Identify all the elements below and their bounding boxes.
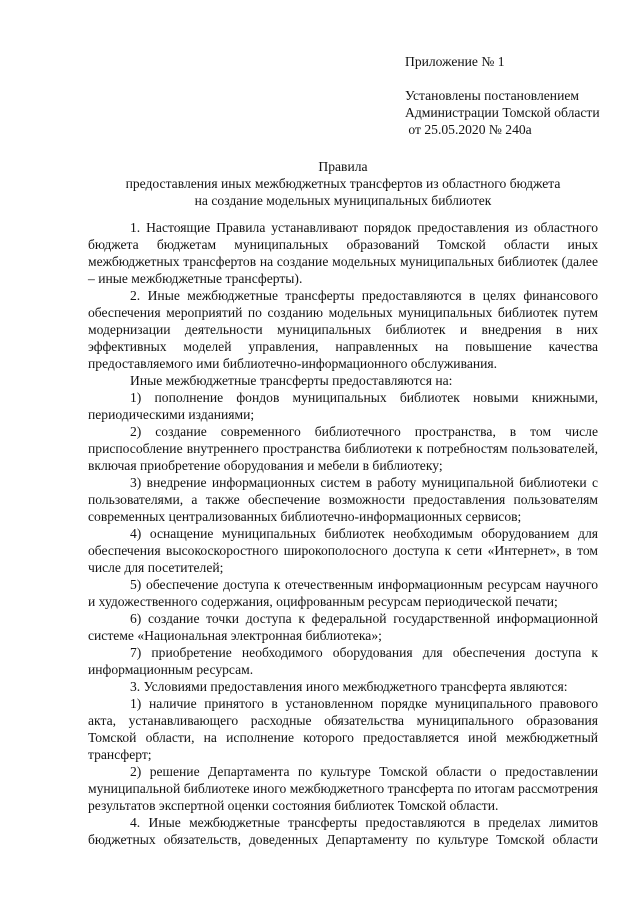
appendix-number: Приложение № 1 — [405, 54, 505, 69]
list-item-1: 1) пополнение фондов муниципальных библиотек новыми книжными, периодическими изданиями; — [88, 390, 598, 422]
paragraph-1: 1. Настоящие Правила устанавливают порядок предоставления из областного бюджета бюджетам муниципальных образований Томской области иных межбюджетных трансфертов на создание модельных муниципальных библиотек (далее – иные межбюджетные трансферты). — [88, 220, 598, 286]
document-title — [88, 158, 598, 209]
paragraph-list-intro: Иные межбюджетные трансферты предоставляются на: — [130, 373, 453, 388]
title-line-3: на создание модельных муниципальных библиотек — [194, 193, 492, 208]
list-item-7: 7) приобретение необходимого оборудования для обеспечения доступа к информационным ресурсам. — [88, 645, 598, 677]
condition-item-2: 2) решение Департамента по культуре Томской области о предоставлении муниципальной библиотеке иного межбюджетного трансферта по итогам рассмотрения результатов экспертной оценки состояния библиотек Томской области. — [88, 764, 598, 813]
approval-line-2: Администрации Томской области — [405, 105, 600, 120]
list-item-5: 5) обеспечение доступа к отечественным информационным ресурсам научного и художественного содержания, оцифрованным ресурсам периодической печати; — [88, 577, 598, 609]
paragraph-3: 3. Условиями предоставления иного межбюджетного трансферта являются: — [130, 679, 568, 694]
title-line-1: Правила — [318, 159, 368, 174]
appendix-header — [405, 53, 630, 138]
paragraph-2: 2. Иные межбюджетные трансферты предоставляются в целях финансового обеспечения мероприятий по созданию модельных муниципальных библиотек путем модернизации деятельности муниципальных библиотек и внедрения в них эффективных моделей управления, направленных на повышение качества предоставляемого ими библиотечно-информационного обслуживания. — [88, 288, 598, 371]
condition-item-1: 1) наличие принятого в установленном порядке муниципального правового акта, устанавливающего расходные обязательства муниципального образования Томской области, на исполнение которого предоставляется иной межбюджетный трансферт; — [88, 696, 598, 762]
document-body — [88, 219, 598, 848]
list-item-3: 3) внедрение информационных систем в работу муниципальной библиотеки с пользователями, а также обеспечение возможности предоставления пользователям современных централизованных библиотечно-информационных сервисов; — [88, 475, 598, 524]
list-item-4: 4) оснащение муниципальных библиотек необходимым оборудованием для обеспечения высокоскоростного широкополосного доступа к сети «Интернет», в том числе для посетителей; — [88, 526, 598, 575]
list-item-6: 6) создание точки доступа к федеральной государственной информационной системе «Национальная электронная библиотека»; — [88, 611, 598, 643]
title-line-2: предоставления иных межбюджетных трансфертов из областного бюджета — [125, 176, 561, 191]
approval-line-1: Установлены постановлением — [405, 88, 579, 103]
approval-line-3: от 25.05.2020 № 240а — [405, 122, 532, 137]
paragraph-4: 4. Иные межбюджетные трансферты предоставляются в пределах лимитов бюджетных обязательств, доведенных Департаменту по культуре Томской области — [88, 815, 598, 847]
list-item-2: 2) создание современного библиотечного пространства, в том числе приспособление внутреннего пространства библиотеки к потребностям пользователей, включая приобретение оборудования и мебели в библиотеку; — [88, 424, 598, 473]
